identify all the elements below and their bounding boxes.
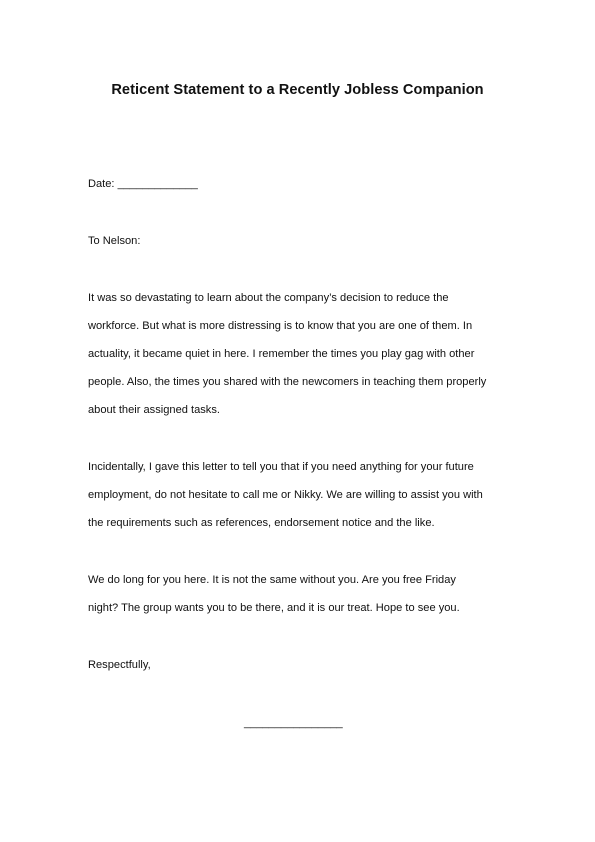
- date-line: Date: _____________: [88, 178, 198, 190]
- paragraph-2-line-3: the requirements such as references, endorsement notice and the like.: [88, 517, 435, 529]
- paragraph-3-line-1: We do long for you here. It is not the same without you. Are you free Friday: [88, 574, 456, 586]
- paragraph-1-line-4: people. Also, the times you shared with the newcomers in teaching them properly: [88, 376, 487, 388]
- paragraph-1-line-1: It was so devastating to learn about the company’s decision to reduce the: [88, 292, 449, 304]
- closing: Respectfully,: [88, 659, 151, 671]
- paragraph-1-line-3: actuality, it became quiet in here. I remember the times you play gag with other: [88, 348, 475, 360]
- paragraph-2-line-2: employment, do not hesitate to call me or Nikky. We are willing to assist you with: [88, 489, 483, 501]
- paragraph-3-line-2: night? The group wants you to be there, and it is our treat. Hope to see you.: [88, 602, 460, 614]
- letter-title: Reticent Statement to a Recently Jobless Companion: [111, 82, 484, 98]
- paragraph-1-line-5: about their assigned tasks.: [88, 404, 220, 416]
- salutation: To Nelson:: [88, 235, 141, 247]
- signature-line: ________________: [244, 717, 343, 729]
- paragraph-2-line-1: Incidentally, I gave this letter to tell you that if you need anything for your future: [88, 461, 474, 473]
- paragraph-1-line-2: workforce. But what is more distressing is to know that you are one of them. In: [88, 320, 473, 332]
